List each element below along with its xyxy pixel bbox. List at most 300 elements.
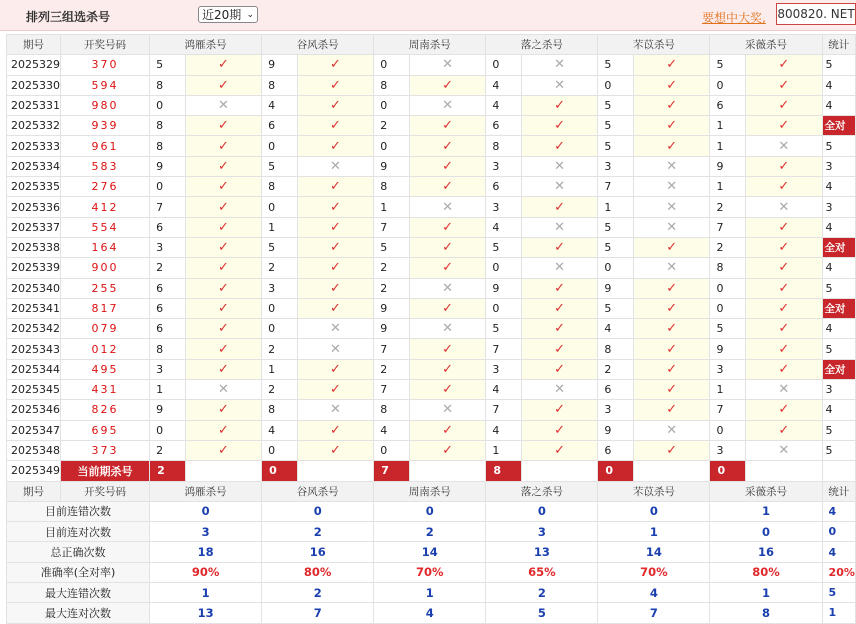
current-blank [521, 461, 598, 481]
check-icon: ✓ [521, 319, 598, 339]
kill-number: 5 [262, 237, 298, 257]
check-icon: ✓ [409, 177, 486, 197]
kill-number: 0 [262, 197, 298, 217]
stat-cell: 4 [822, 400, 855, 420]
summary-stat: 4 [822, 501, 855, 521]
kill-number: 8 [150, 75, 186, 95]
check-icon: ✓ [297, 420, 374, 440]
draw-number: 594 [61, 75, 150, 95]
all-correct-badge: 全对 [822, 359, 855, 379]
check-icon: ✓ [521, 197, 598, 217]
kill-number: 5 [598, 95, 634, 115]
current-kill: 0 [262, 461, 298, 481]
check-icon: ✓ [409, 116, 486, 136]
kill-number: 1 [710, 116, 746, 136]
summary-value: 18 [150, 542, 262, 562]
summary-row [7, 501, 856, 521]
kill-number: 7 [150, 197, 186, 217]
kill-number: 3 [710, 440, 746, 460]
check-icon: ✓ [521, 400, 598, 420]
summary-col-expert: 鸿雁杀号 [150, 481, 262, 501]
check-icon: ✓ [746, 95, 823, 115]
kill-number: 0 [486, 55, 522, 75]
summary-value: 0 [262, 501, 374, 521]
kill-number: 2 [374, 116, 410, 136]
kill-number: 2 [150, 258, 186, 278]
issue-cell: 2025337 [7, 217, 61, 237]
history-body [7, 55, 856, 461]
kill-number: 6 [150, 217, 186, 237]
check-icon: ✓ [185, 197, 262, 217]
kill-number: 6 [486, 177, 522, 197]
cross-icon: ✕ [746, 440, 823, 460]
summary-col-expert: 谷风杀号 [262, 481, 374, 501]
kill-number: 3 [486, 359, 522, 379]
kill-number: 1 [710, 136, 746, 156]
cross-icon: ✕ [521, 55, 598, 75]
issue-cell: 2025333 [7, 136, 61, 156]
kill-number: 6 [710, 95, 746, 115]
summary-col-expert: 落之杀号 [486, 481, 598, 501]
current-kill: 2 [150, 461, 186, 481]
draw-number: 554 [61, 217, 150, 237]
draw-number: 370 [61, 55, 150, 75]
draw-number: 431 [61, 380, 150, 400]
kill-number-table [6, 34, 856, 624]
check-icon: ✓ [185, 136, 262, 156]
kill-number: 4 [486, 75, 522, 95]
summary-value: 13 [150, 603, 262, 623]
kill-number: 6 [486, 116, 522, 136]
check-icon: ✓ [746, 177, 823, 197]
issue-cell: 2025340 [7, 278, 61, 298]
kill-number: 7 [486, 400, 522, 420]
table-row [7, 177, 856, 197]
stat-cell: 5 [822, 55, 855, 75]
kill-number: 5 [486, 237, 522, 257]
kill-number: 9 [486, 278, 522, 298]
summary-value: 16 [262, 542, 374, 562]
check-icon: ✓ [409, 156, 486, 176]
kill-number: 8 [598, 339, 634, 359]
kill-number: 5 [598, 217, 634, 237]
summary-value: 1 [598, 522, 710, 542]
kill-number: 3 [486, 156, 522, 176]
summary-value: 2 [262, 583, 374, 603]
summary-value: 8 [710, 603, 822, 623]
chevron-down-icon: ⌄ [246, 10, 254, 20]
table-row [7, 136, 856, 156]
check-icon: ✓ [409, 136, 486, 156]
stat-cell: 4 [822, 95, 855, 115]
col-expert: 芣苡杀号 [598, 35, 710, 55]
check-icon: ✓ [633, 136, 710, 156]
kill-number: 7 [486, 339, 522, 359]
summary-header [7, 481, 856, 501]
check-icon: ✓ [409, 258, 486, 278]
table-row [7, 156, 856, 176]
check-icon: ✓ [633, 298, 710, 318]
kill-number: 5 [486, 319, 522, 339]
check-icon: ✓ [297, 116, 374, 136]
current-blank [822, 461, 855, 481]
cross-icon: ✕ [633, 156, 710, 176]
check-icon: ✓ [185, 359, 262, 379]
table-row [7, 339, 856, 359]
kill-number: 0 [486, 258, 522, 278]
summary-col-expert: 芣苡杀号 [598, 481, 710, 501]
kill-number: 0 [262, 298, 298, 318]
kill-number: 4 [486, 420, 522, 440]
check-icon: ✓ [746, 400, 823, 420]
prize-link[interactable]: 要想中大奖, [702, 11, 766, 25]
kill-number: 5 [598, 298, 634, 318]
current-kill: 0 [598, 461, 634, 481]
summary-col-draw: 开奖号码 [61, 481, 150, 501]
kill-number: 4 [486, 217, 522, 237]
check-icon: ✓ [409, 217, 486, 237]
summary-value: 0 [486, 501, 598, 521]
cross-icon: ✕ [521, 156, 598, 176]
kill-number: 3 [486, 197, 522, 217]
check-icon: ✓ [297, 136, 374, 156]
table-row [7, 400, 856, 420]
kill-number: 2 [710, 237, 746, 257]
kill-number: 8 [374, 177, 410, 197]
check-icon: ✓ [297, 177, 374, 197]
check-icon: ✓ [521, 298, 598, 318]
stat-cell: 4 [822, 258, 855, 278]
summary-value: 2 [374, 522, 486, 542]
summary-value: 7 [262, 603, 374, 623]
draw-number: 826 [61, 400, 150, 420]
issue-cell: 2025341 [7, 298, 61, 318]
kill-number: 0 [598, 75, 634, 95]
kill-number: 9 [598, 278, 634, 298]
summary-value: 80% [710, 562, 822, 582]
check-icon: ✓ [633, 95, 710, 115]
draw-number: 495 [61, 359, 150, 379]
cross-icon: ✕ [633, 177, 710, 197]
check-icon: ✓ [297, 440, 374, 460]
check-icon: ✓ [521, 420, 598, 440]
summary-value: 1 [710, 501, 822, 521]
col-expert: 谷风杀号 [262, 35, 374, 55]
table-header [7, 35, 856, 55]
cross-icon: ✕ [297, 156, 374, 176]
kill-number: 2 [374, 359, 410, 379]
cross-icon: ✕ [521, 177, 598, 197]
kill-number: 4 [486, 95, 522, 115]
cross-icon: ✕ [409, 197, 486, 217]
table-row [7, 380, 856, 400]
current-issue: 2025349 [7, 461, 61, 481]
check-icon: ✓ [409, 298, 486, 318]
check-icon: ✓ [633, 75, 710, 95]
issue-cell: 2025345 [7, 380, 61, 400]
check-icon: ✓ [746, 55, 823, 75]
summary-value: 1 [150, 583, 262, 603]
kill-number: 6 [150, 298, 186, 318]
stat-cell: 5 [822, 278, 855, 298]
issue-cell: 2025334 [7, 156, 61, 176]
table-row [7, 359, 856, 379]
check-icon: ✓ [521, 440, 598, 460]
table-row [7, 197, 856, 217]
kill-number: 8 [150, 136, 186, 156]
kill-number: 0 [262, 136, 298, 156]
issue-cell: 2025343 [7, 339, 61, 359]
current-kill: 8 [486, 461, 522, 481]
kill-number: 4 [374, 420, 410, 440]
cross-icon: ✕ [633, 197, 710, 217]
table-row [7, 258, 856, 278]
cross-icon: ✕ [633, 258, 710, 278]
check-icon: ✓ [297, 197, 374, 217]
issue-cell: 2025338 [7, 237, 61, 257]
check-icon: ✓ [746, 258, 823, 278]
check-icon: ✓ [297, 217, 374, 237]
summary-label: 最大连对次数 [7, 603, 150, 623]
summary-value: 2 [486, 583, 598, 603]
summary-value: 0 [710, 522, 822, 542]
kill-number: 8 [486, 136, 522, 156]
kill-number: 8 [150, 116, 186, 136]
summary-value: 80% [262, 562, 374, 582]
check-icon: ✓ [633, 55, 710, 75]
check-icon: ✓ [185, 156, 262, 176]
kill-number: 0 [710, 278, 746, 298]
summary-row [7, 583, 856, 603]
check-icon: ✓ [746, 116, 823, 136]
summary-row [7, 542, 856, 562]
check-icon: ✓ [409, 339, 486, 359]
kill-number: 0 [150, 95, 186, 115]
current-blank [409, 461, 486, 481]
col-draw: 开奖号码 [61, 35, 150, 55]
table-row [7, 55, 856, 75]
check-icon: ✓ [185, 440, 262, 460]
kill-number: 9 [710, 156, 746, 176]
check-icon: ✓ [185, 298, 262, 318]
kill-number: 7 [710, 400, 746, 420]
stat-cell: 5 [822, 339, 855, 359]
check-icon: ✓ [633, 116, 710, 136]
issue-cell: 2025342 [7, 319, 61, 339]
kill-number: 2 [262, 258, 298, 278]
kill-number: 3 [262, 278, 298, 298]
check-icon: ✓ [633, 440, 710, 460]
kill-number: 5 [710, 319, 746, 339]
kill-number: 5 [262, 156, 298, 176]
check-icon: ✓ [633, 339, 710, 359]
draw-number: 817 [61, 298, 150, 318]
kill-number: 2 [710, 197, 746, 217]
current-period [7, 461, 856, 502]
stat-cell: 4 [822, 217, 855, 237]
col-expert: 采薇杀号 [710, 35, 822, 55]
kill-number: 7 [374, 339, 410, 359]
kill-number: 2 [262, 339, 298, 359]
check-icon: ✓ [521, 359, 598, 379]
table-row [7, 237, 856, 257]
check-icon: ✓ [185, 400, 262, 420]
kill-number: 9 [150, 156, 186, 176]
check-icon: ✓ [297, 278, 374, 298]
kill-number: 4 [486, 380, 522, 400]
summary-label: 目前连对次数 [7, 522, 150, 542]
summary-value: 65% [486, 562, 598, 582]
check-icon: ✓ [185, 420, 262, 440]
summary-stat: 1 [822, 603, 855, 623]
kill-number: 4 [262, 420, 298, 440]
check-icon: ✓ [185, 217, 262, 237]
kill-number: 8 [262, 75, 298, 95]
summary-label: 准确率(全对率) [7, 562, 150, 582]
check-icon: ✓ [521, 116, 598, 136]
summary-value: 5 [486, 603, 598, 623]
check-icon: ✓ [746, 237, 823, 257]
draw-number: 012 [61, 339, 150, 359]
kill-number: 4 [598, 319, 634, 339]
check-icon: ✓ [633, 359, 710, 379]
cross-icon: ✕ [185, 95, 262, 115]
kill-number: 0 [710, 420, 746, 440]
stat-cell: 4 [822, 75, 855, 95]
cross-icon: ✕ [633, 217, 710, 237]
table-row [7, 75, 856, 95]
summary-stat: 0 [822, 522, 855, 542]
table-row [7, 440, 856, 460]
issue-cell: 2025329 [7, 55, 61, 75]
stat-cell: 4 [822, 319, 855, 339]
issue-cell: 2025336 [7, 197, 61, 217]
check-icon: ✓ [409, 440, 486, 460]
cross-icon: ✕ [521, 217, 598, 237]
summary-body [7, 501, 856, 623]
summary-value: 70% [374, 562, 486, 582]
summary-row [7, 603, 856, 623]
summary-value: 14 [598, 542, 710, 562]
summary-row [7, 522, 856, 542]
check-icon: ✓ [185, 237, 262, 257]
cross-icon: ✕ [521, 258, 598, 278]
check-icon: ✓ [633, 400, 710, 420]
kill-number: 1 [598, 197, 634, 217]
table-row [7, 95, 856, 115]
kill-number: 6 [150, 319, 186, 339]
issue-cell: 2025348 [7, 440, 61, 460]
kill-number: 0 [374, 136, 410, 156]
summary-value: 2 [262, 522, 374, 542]
kill-number: 2 [150, 440, 186, 460]
draw-number: 373 [61, 440, 150, 460]
draw-number: 939 [61, 116, 150, 136]
kill-number: 0 [150, 177, 186, 197]
check-icon: ✓ [633, 278, 710, 298]
check-icon: ✓ [521, 136, 598, 156]
summary-stat: 20% [822, 562, 855, 582]
site-badge[interactable]: 800820. NET [776, 3, 856, 25]
cross-icon: ✕ [746, 380, 823, 400]
kill-number: 7 [374, 217, 410, 237]
kill-number: 8 [374, 400, 410, 420]
check-icon: ✓ [297, 359, 374, 379]
check-icon: ✓ [746, 420, 823, 440]
kill-number: 0 [598, 258, 634, 278]
summary-row [7, 562, 856, 582]
table-row [7, 116, 856, 136]
kill-number: 8 [150, 339, 186, 359]
kill-number: 9 [374, 319, 410, 339]
check-icon: ✓ [185, 75, 262, 95]
all-correct-badge: 全对 [822, 298, 855, 318]
check-icon: ✓ [185, 258, 262, 278]
check-icon: ✓ [297, 258, 374, 278]
table-row [7, 278, 856, 298]
check-icon: ✓ [409, 75, 486, 95]
kill-number: 9 [262, 55, 298, 75]
summary-label: 最大连错次数 [7, 583, 150, 603]
kill-number: 2 [598, 359, 634, 379]
kill-number: 8 [374, 75, 410, 95]
check-icon: ✓ [746, 339, 823, 359]
period-select[interactable] [198, 6, 258, 23]
check-icon: ✓ [409, 420, 486, 440]
stat-cell: 5 [822, 420, 855, 440]
summary-value: 4 [374, 603, 486, 623]
cross-icon: ✕ [521, 380, 598, 400]
cross-icon: ✕ [297, 339, 374, 359]
check-icon: ✓ [633, 237, 710, 257]
check-icon: ✓ [521, 237, 598, 257]
issue-cell: 2025332 [7, 116, 61, 136]
stat-cell: 5 [822, 136, 855, 156]
kill-number: 1 [710, 380, 746, 400]
summary-value: 0 [598, 501, 710, 521]
kill-number: 2 [374, 278, 410, 298]
kill-number: 0 [262, 319, 298, 339]
summary-label: 目前连错次数 [7, 501, 150, 521]
cross-icon: ✕ [409, 319, 486, 339]
check-icon: ✓ [746, 319, 823, 339]
kill-number: 2 [374, 258, 410, 278]
kill-number: 0 [710, 298, 746, 318]
check-icon: ✓ [521, 278, 598, 298]
check-icon: ✓ [409, 380, 486, 400]
issue-cell: 2025344 [7, 359, 61, 379]
stat-cell: 4 [822, 177, 855, 197]
kill-number: 0 [710, 75, 746, 95]
check-icon: ✓ [746, 278, 823, 298]
kill-number: 5 [374, 237, 410, 257]
summary-value: 0 [150, 501, 262, 521]
draw-number: 412 [61, 197, 150, 217]
kill-number: 4 [262, 95, 298, 115]
draw-number: 079 [61, 319, 150, 339]
col-issue: 期号 [7, 35, 61, 55]
summary-stat: 5 [822, 583, 855, 603]
check-icon: ✓ [746, 217, 823, 237]
summary-value: 1 [374, 583, 486, 603]
check-icon: ✓ [297, 237, 374, 257]
kill-number: 5 [598, 116, 634, 136]
kill-number: 7 [598, 177, 634, 197]
current-blank [633, 461, 710, 481]
col-expert: 周南杀号 [374, 35, 486, 55]
check-icon: ✓ [297, 55, 374, 75]
summary-stat: 4 [822, 542, 855, 562]
